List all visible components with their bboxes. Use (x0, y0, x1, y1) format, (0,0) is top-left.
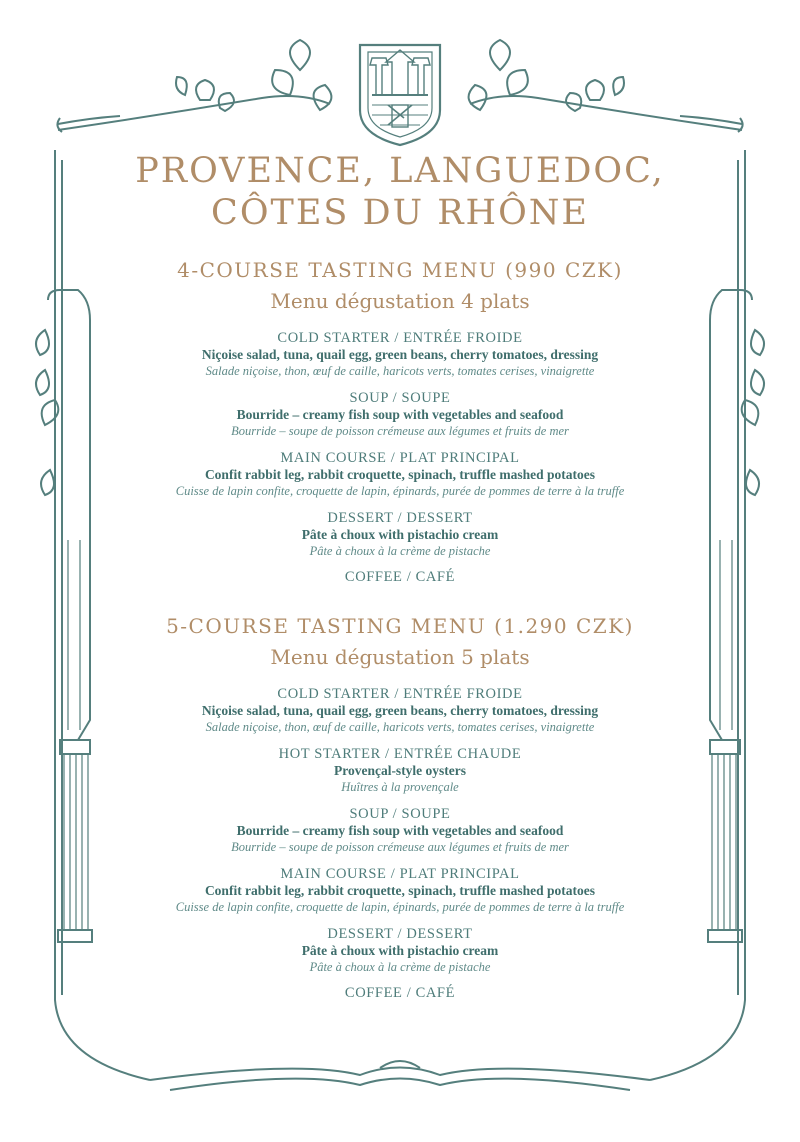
course-item (110, 745, 690, 795)
dish-english: Niçoise salad, tuna, quail egg, green beans, cherry tomatoes, dressing (201, 347, 599, 362)
page-title (110, 150, 690, 234)
course-label: SOUP / SOUPE (349, 390, 451, 406)
course-item (110, 925, 690, 975)
course-label: SOUP / SOUPE (349, 806, 451, 822)
coffee-label: COFFEE / CAFÉ (344, 569, 456, 585)
course-item (110, 389, 690, 439)
dish-french: Pâte à choux à la crème de pistache (309, 960, 491, 974)
course-label: DESSERT / DESSERT (327, 926, 473, 942)
menu-5-course (110, 612, 690, 1002)
dish-english: Confit rabbit leg, rabbit croquette, spinach, truffle mashed potatoes (204, 467, 596, 482)
menu-title: 5-COURSE TASTING MENU (1.290 CZK) (166, 614, 634, 638)
course-label: COLD STARTER / ENTRÉE FROIDE (277, 330, 523, 346)
course-label: COLD STARTER / ENTRÉE FROIDE (277, 686, 523, 702)
dish-french: Salade niçoise, thon, œuf de caille, haricots verts, tomates cerises, vinaigrette (205, 364, 595, 378)
course-item (110, 685, 690, 735)
title-line-1: PROVENCE, LANGUEDOC, (135, 151, 665, 191)
coffee-label: COFFEE / CAFÉ (344, 985, 456, 1001)
course-item (110, 805, 690, 855)
course-label: MAIN COURSE / PLAT PRINCIPAL (280, 866, 520, 882)
frame-top-right-line (470, 96, 742, 130)
dish-english: Niçoise salad, tuna, quail egg, green beans, cherry tomatoes, dressing (201, 703, 599, 718)
menu-4-course (110, 256, 690, 586)
dish-french: Cuisse de lapin confite, croquette de lapin, épinards, purée de pommes de terre à la truffe (175, 900, 625, 914)
dish-french: Cuisse de lapin confite, croquette de lapin, épinards, purée de pommes de terre à la truffe (175, 484, 625, 498)
menu-subtitle: Menu dégustation 5 plats (270, 645, 530, 669)
course-item (110, 329, 690, 379)
course-item (110, 509, 690, 559)
dish-french: Huîtres à la provençale (341, 780, 459, 794)
castle-crest-icon (360, 45, 440, 145)
dish-english: Pâte à choux with pistachio cream (301, 527, 499, 542)
course-label: MAIN COURSE / PLAT PRINCIPAL (280, 450, 520, 466)
course-label: HOT STARTER / ENTRÉE CHAUDE (278, 746, 522, 762)
dish-french: Bourride – soupe de poisson crémeuse aux légumes et fruits de mer (231, 424, 569, 438)
course-item (110, 865, 690, 915)
dish-english: Provençal-style oysters (333, 763, 467, 778)
dish-french: Salade niçoise, thon, œuf de caille, haricots verts, tomates cerises, vinaigrette (205, 720, 595, 734)
dish-english: Pâte à choux with pistachio cream (301, 943, 499, 958)
title-line-2: CÔTES DU RHÔNE (211, 193, 589, 233)
dish-english: Bourride – creamy fish soup with vegetables and seafood (236, 823, 564, 838)
menu-subtitle: Menu dégustation 4 plats (270, 289, 530, 313)
dish-french: Pâte à choux à la crème de pistache (309, 544, 491, 558)
dish-french: Bourride – soupe de poisson crémeuse aux légumes et fruits de mer (231, 840, 569, 854)
frame-top-left-line (58, 96, 330, 130)
course-item (110, 449, 690, 499)
dish-english: Bourride – creamy fish soup with vegetables and seafood (236, 407, 564, 422)
menu-content (110, 150, 690, 1002)
course-label: DESSERT / DESSERT (327, 510, 473, 526)
menu-title: 4-COURSE TASTING MENU (990 CZK) (177, 258, 623, 282)
dish-english: Confit rabbit leg, rabbit croquette, spinach, truffle mashed potatoes (204, 883, 596, 898)
